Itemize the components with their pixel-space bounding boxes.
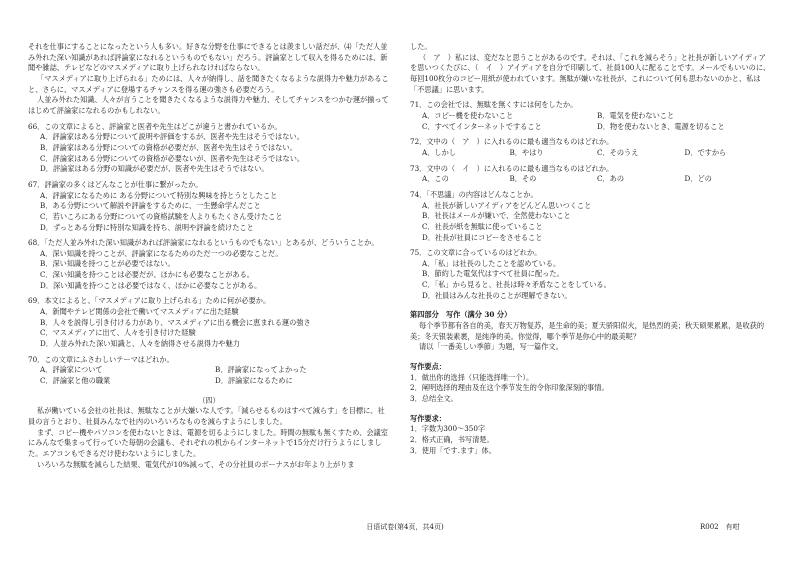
question-66: [28, 122, 390, 175]
options-grid: [410, 111, 772, 132]
question-74: [410, 190, 772, 243]
requirement-item: 2．格式正确，书写清楚。: [410, 435, 494, 444]
question-67: [28, 180, 390, 233]
question-stem: 70．この文章にふさわしいテーマはどれか。: [28, 354, 174, 364]
passage4-para-1: 私が働いている会社の社長は、無駄なことが大嫌いな人です。「減らせるものはすべて減らす」を目標に、社員の言うとおり、社員みんなで社内のいろいろなものを減らすようにしました。: [28, 406, 385, 426]
question-stem: 75．この文章に合っているのはどれか。: [410, 248, 542, 258]
point-item: 3．总结全文。: [410, 394, 458, 404]
question-75: [410, 248, 772, 301]
options-grid: [410, 148, 772, 159]
question-stem: 74．「不思議」の内容はどんなことか。: [410, 189, 538, 199]
passage4-para-4: （ ア ）私には、変だなと思うことがあるのです。それは、「これを減らそう」と社長が新しいアイディアを思いつくたびに、（ イ ）アイディアを自分で印刷して、社員100人に配ることです。メールでもいいのに、毎回100枚分のコピー用紙が使われています。無駄が嫌いな社長が、これについて何も思わないのかと、私は「不思議」に思います。: [410, 52, 771, 94]
question-73: [410, 164, 772, 185]
options-grid: [410, 174, 772, 185]
option: D．社長が社員にコピーをさせること: [422, 232, 543, 242]
passage-para-1: それを仕事にすることになったという人も多い。好きな分野を仕事にできるとは羨ましい話だが、⑷「ただ人並み外れた深い知識があれば評論家になれるというものでもない」だろう。評論家として収入を得るためには、新聞や雑誌、テレビなどのマスメディアに取り上げられなければならない。: [28, 42, 388, 73]
option: A．コピー機を使わないこと: [422, 110, 514, 120]
option: B．評論家はある分野についての資格が必要だが、医者や先生はそうではない。: [40, 142, 297, 152]
option: C．社長が紙を無駄に使っていること: [422, 221, 543, 231]
option: A．社長が新しいアイディアをどんどん思いつくこと: [422, 200, 592, 210]
passage4-para-3: いろいろな無駄を減らした結果、電気代が10%減って、その分社員のボーナスがお年より上がりま: [37, 459, 355, 469]
question-stem: 73．文中の（ イ ）に入れるのに最も適当なものはどれか。: [410, 163, 614, 173]
page-footer: 日语试卷(第4页，共4页): [366, 523, 444, 531]
points-title: 写作要点：: [410, 362, 446, 372]
option: A．評論家について: [40, 365, 103, 375]
options-grid: [28, 365, 390, 386]
option: C．評論家と他の職業: [40, 376, 111, 386]
left-column: [28, 42, 390, 470]
option: D．物を使わないとき、電源を切ること: [597, 121, 725, 131]
question-stem: 66．この文章によると、評論家と医者や先生はどこが違うと書かれているか。: [28, 121, 282, 131]
option: D．ですから: [684, 147, 727, 157]
option: B．節約した電気代はすべて社員に配った。: [422, 269, 564, 279]
option: D．評論家はある分野の知識が必要だが、医者や先生はそうではない。: [40, 164, 269, 174]
option: D．どの: [684, 174, 712, 184]
point-item: 2．阐明选择的理由及在这个季节发生的令你印象深刻的事情。: [410, 383, 609, 393]
option: A．この: [422, 174, 449, 184]
part4-title: 第四部分 写作（满分 30 分）: [410, 310, 512, 320]
option: B．やはり: [509, 147, 544, 157]
right-column: [410, 42, 772, 456]
option: A．深い知識を持つことが、評論家になるためのただ一つの必要なことだ。: [40, 248, 283, 258]
option: C．マスメディアに出て、人々を引き付けた経験: [40, 328, 196, 338]
requirement-item: 3．使用「です.ます」体。: [410, 445, 496, 455]
option: A．評論家になるために ある分野について特別な興味を持とうとしたこと: [40, 190, 278, 200]
option: D．社員はみんな社長のことが理解できない。: [422, 290, 572, 300]
option: C．「私」から見ると、社長は時々矛盾なことをしている。: [422, 280, 611, 290]
part4-task: 请以「一番美しい季節」为题，写一篇作文。: [419, 342, 563, 352]
requirement-item: 1．字数为300～350字: [410, 424, 486, 434]
option: C．深い知識を持つことは必要だが、ほかにも必要なことがある。: [40, 270, 254, 280]
question-71: [410, 100, 772, 132]
passage-para-2: 「マスメディアに取り上げられる」ためには、人々が納得し、話を聞きたくなるような説得力や魅力があること、さらに、マスメディアに登場するチャンスを得る運の強さも必要だろう。: [28, 73, 389, 94]
exam-code: R002 有咁: [700, 523, 740, 531]
question-68: [28, 238, 390, 291]
option: A．しかし: [422, 147, 456, 157]
question-72: [410, 137, 772, 158]
point-item: 1．做出你的选择（只能选择唯一个）。: [410, 372, 534, 382]
option: B．電気を使わないこと: [597, 110, 675, 120]
passage4-para-2: まず、コピー機やパソコンを使わないときは、電源を切るようにしました。時間の無駄も無くすため、会議室にみんなで集まって行っていた毎朝の会議も、それぞれの机からインターネットで15分だけ行うようにしました。エアコンもできるだけ使わないようにしました。: [28, 427, 388, 458]
question-stem: 67．評論家の多くはどんなことが仕事に繋がったか。: [28, 179, 203, 189]
question-70: [28, 355, 390, 387]
question-69: [28, 296, 390, 349]
part4-intro: 每个季节都有各自的美，春天万物复苏，是生命的美；夏天骄阳似火，是热烈的美；秋天硕果累累，是收获的美；冬天银装素裹，是纯净的美。你觉得，哪个季节是你心中的最美呢？: [410, 321, 765, 341]
option: B．ある分野について解説や評論をするために、一生懸命学んだこと: [40, 201, 261, 211]
section-label: （四）: [198, 395, 220, 405]
option: A．評論家はある分野について説明や評価をするが、医者や先生はそうではない。: [40, 132, 304, 142]
option: B．社長はメールが嫌いで、全然使わないこと: [422, 211, 571, 221]
option: A．新聞やテレビ関係の会社で働いてマスメディアに出た経験: [40, 307, 239, 317]
option: C．そのうえ: [597, 147, 639, 157]
option: B．その: [509, 174, 537, 184]
option: B．評論家になってよかった: [215, 365, 307, 375]
question-stem: 68．「ただ人並み外れた深い知識があれば評論家になれるというものでもない」とあるが、どういうことか。: [28, 238, 379, 248]
option: D．深い知識を持つことは必要ではなく、ほかに必要なことがある。: [40, 280, 262, 290]
option: B．人々を説得し引き付ける力があり、マスメディアに出る機会に恵まれる運の強さ: [40, 317, 311, 327]
option: B．深い知識を持つことが必要ではない。: [40, 259, 175, 269]
option: D．ずっとある分野に特別な知識を持ち、説明や評論を続けたこと: [40, 222, 254, 232]
passage-para-3: 人並み外れた知識、人々が言うことを聞きたくなるような説得力や魅力、そしてチャンスをつかむ運が揃ってはじめて評論家になれるのかもしれない。: [28, 95, 389, 115]
question-stem: 69．本文によると、「マスメディアに取り上げられる」ために何が必要か。: [28, 296, 271, 306]
requirements-title: 写作要求：: [410, 413, 446, 423]
question-stem: 72．文中の（ ア ）に入れるのに最も適当なものはどれか。: [410, 137, 614, 147]
option: D．人並み外れた深い知識と、人々を納得させる説得力や魅力: [40, 339, 240, 349]
option: C．評論家はある分野についての資格が必要ないが、医者や先生はそうではない。: [40, 153, 305, 163]
option: C．若いころにある分野についての資格試験を人よりもたくさん受けたこと: [40, 211, 283, 221]
option: C．すべてインターネットですること: [422, 121, 542, 131]
question-stem: 71．この会社では、無駄を無くすには何をしたか。: [410, 100, 578, 110]
option: C．あの: [597, 174, 625, 184]
continued-line: した。: [410, 42, 432, 51]
option: A．「私」は社長のしたことを認めている。: [422, 258, 561, 268]
option: D．評論家になるために: [215, 376, 293, 386]
